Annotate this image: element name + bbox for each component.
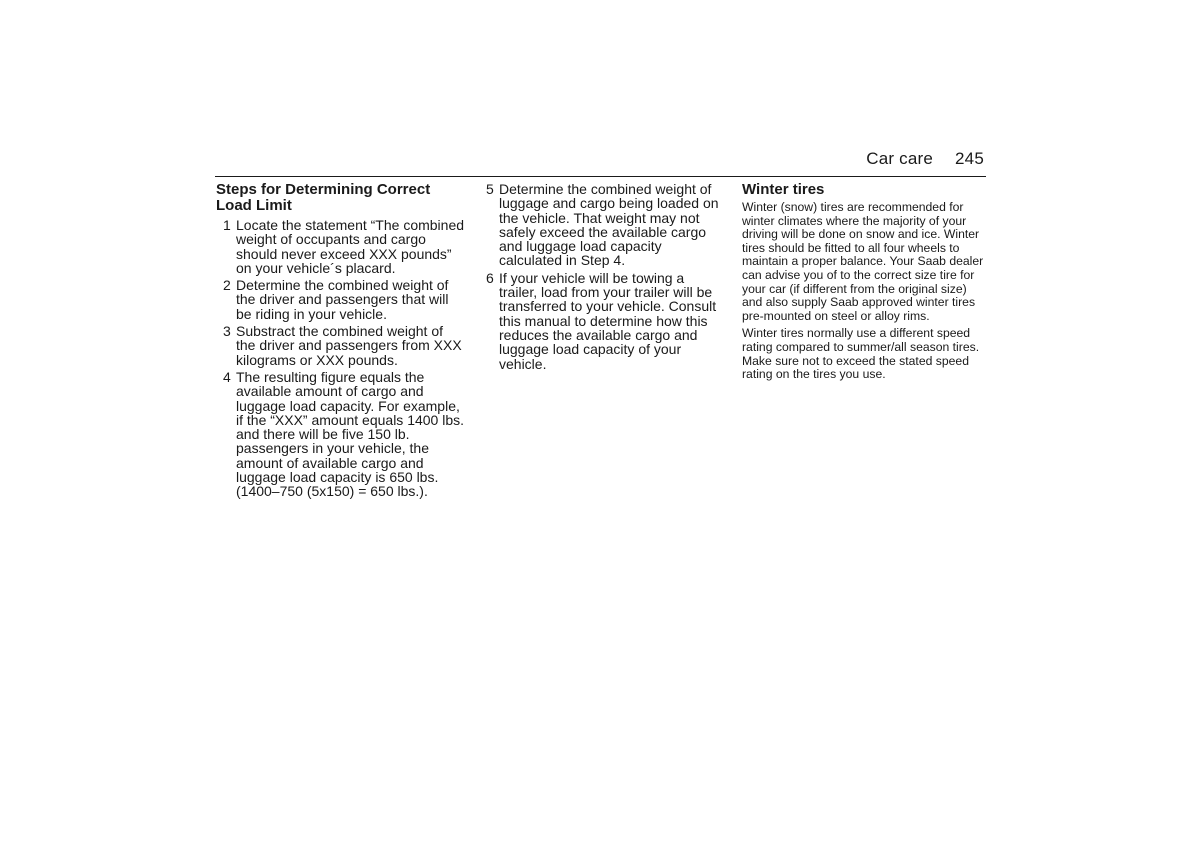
section-name: Car care [866,149,934,168]
page-number: 245 [955,149,984,168]
step-text: Determine the combined weight of luggage and cargo being loaded on the vehicle. That weight may not safely exceed the available cargo and luggage load capacity calculated in Step 4. [499,181,719,269]
step-number: 4 [223,368,231,385]
load-limit-steps-continued [486,182,726,371]
list-item [486,182,726,268]
list-item [486,271,726,371]
winter-tires-paragraph: Winter tires normally use a different speed rating compared to summer/all season tires. Make sure not to exceed the stated speed rating on the tires you use. [742,326,980,382]
list-item [223,278,466,321]
winter-tires-heading: Winter tires [742,181,825,198]
list-item [223,370,466,499]
left-column [216,182,466,502]
winter-tires-paragraph: Winter (snow) tires are recommended for winter climates where the majority of your driving will be done on snow and ice. Winter tires should be fitted to all four wheels to maintain a proper balance. Your Saab dealer can advise you of to the correct size tire for your car (if different from the original size) and also supply Saab approved winter tires pre-mounted on steel or alloy rims. [742,200,984,323]
step-text: The resulting figure equals the available amount of cargo and luggage load capacity. For example, if the “XXX” amount equals 1400 lbs. and there will be five 150 lb. passengers in your vehicle, the amount of available cargo and luggage load capacity is 650 lbs. (1400–750 (5x150) = 650 lbs.). [236,368,465,500]
step-text: If your vehicle will be towing a trailer, load from your trailer will be transferred to your vehicle. Consult this manual to determine how this reduces the available cargo and luggage load capacity of your vehicle. [499,269,717,372]
list-item [223,218,466,275]
step-number: 1 [223,217,231,233]
step-number: 5 [486,181,494,197]
step-number: 6 [486,269,494,286]
load-limit-steps [223,218,466,499]
right-column [742,182,988,386]
step-number: 3 [223,323,231,340]
step-text: Locate the statement “The combined weight of occupants and cargo should never exceed XXX pounds” on your vehicle´s placard. [236,217,465,276]
load-limit-heading: Steps for Determining Correct Load Limit [216,181,431,214]
header-rule [215,176,986,177]
middle-column [486,182,726,374]
step-text: Determine the combined weight of the driver and passengers that will be riding in your vehicle. [236,277,449,322]
running-head [866,149,984,169]
step-number: 2 [223,277,231,294]
step-text: Substract the combined weight of the driver and passengers from XXX kilograms or XXX pounds. [236,323,462,368]
list-item [223,324,466,367]
